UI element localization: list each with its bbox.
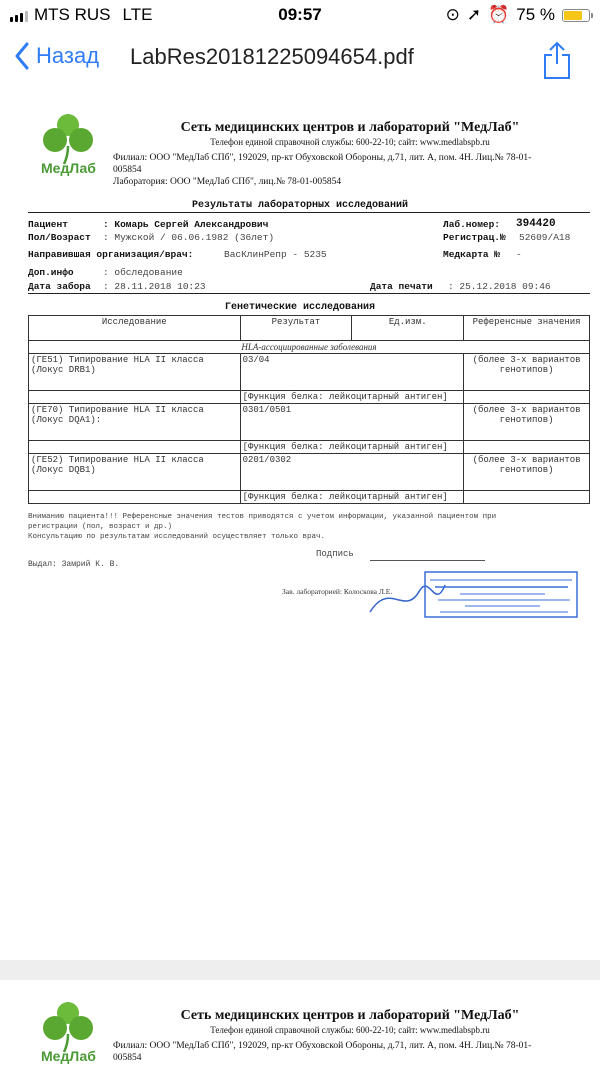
sample-date-label: Дата забора xyxy=(28,281,91,292)
battery-icon xyxy=(562,9,590,22)
pdf-page-1 xyxy=(0,92,600,960)
sexage-value: : Мужской / 06.06.1982 (36лет) xyxy=(103,232,275,243)
network-title: Сеть медицинских центров и лабораторий "МедЛаб" xyxy=(180,1008,520,1023)
referrer-label: Направившая организация/врач: xyxy=(28,249,194,260)
column-header: Ед.изм. xyxy=(352,316,464,341)
issued-by: Выдал: Замрий К. В. xyxy=(28,560,120,569)
document-title: LabRes20181225094654.pdf xyxy=(130,44,414,69)
branch-info: Филиал: ООО "МедЛаб СПб", 192029, пр-кт Обуховской Обороны, д.71, лит. А, пом. 4Н. Лиц.№ 78-01- 005854 xyxy=(113,1041,532,1063)
signature-line xyxy=(370,560,485,561)
pdf-viewer[interactable] xyxy=(0,92,600,1066)
row-note: [Функция белка: лейкоцитарный антиген] xyxy=(240,391,464,404)
pdf-page-2 xyxy=(0,980,600,1070)
result-value: 0301/0501 xyxy=(240,404,464,441)
table-row xyxy=(29,404,590,441)
network-title: Сеть медицинских центров и лабораторий "МедЛаб" xyxy=(180,120,520,135)
patient-note: Вниманию пациента!!! Референсные значения тестов приводятся с учетом информации, указанной пациентом при регистрации (пол, возраст и др.) Консультацию по результатам исследований осуществляет только врач. xyxy=(28,513,497,541)
location-icon: ➚ xyxy=(466,5,482,24)
share-icon xyxy=(542,40,572,80)
patient-label: Пациент xyxy=(28,219,68,230)
nav-bar xyxy=(0,30,600,92)
test-name: (ГЕ70) Типирование HLA II класса (Локус DQA1): xyxy=(29,404,241,441)
back-button[interactable] xyxy=(14,42,99,70)
table-row xyxy=(29,454,590,491)
reg-value: 52609/A18 xyxy=(519,232,571,243)
labnum-value: 394420 xyxy=(516,218,556,230)
head-of-lab: Зав. лабораторией: Колоскова Л.Е. xyxy=(282,587,393,596)
chevron-left-icon xyxy=(14,42,30,70)
laboratory-info: Лаборатория: ООО "МедЛаб СПб", лиц.№ 78-01-005854 xyxy=(113,177,342,187)
column-header: Референсные значения xyxy=(464,316,590,341)
referrer-value: ВасКлинРепр - 5235 xyxy=(224,249,327,260)
network-type: LTE xyxy=(122,5,153,24)
reference-value: (более 3-х вариантов генотипов) xyxy=(464,354,590,391)
results-table xyxy=(28,315,590,504)
alarm-icon: ⏰ xyxy=(488,5,510,24)
branch-info: Филиал: ООО "МедЛаб СПб", 192029, пр-кт Обуховской Обороны, д.71, лит. А, пом. 4Н. Лиц.№ 78-01- 005854 xyxy=(113,153,532,175)
status-bar xyxy=(0,0,600,30)
genetic-title: Генетические исследования xyxy=(224,302,376,313)
reg-label: Регистрац.№ xyxy=(443,232,506,243)
stamp-icon xyxy=(360,570,580,620)
sample-date-value: : 28.11.2018 10:23 xyxy=(103,281,206,292)
column-header: Исследование xyxy=(29,316,241,341)
share-button[interactable] xyxy=(542,40,572,85)
addinfo-label: Доп.инфо xyxy=(28,267,74,278)
table-subheader: HLA-ассоциированные заболевания xyxy=(29,341,590,354)
result-value: 0201/0302 xyxy=(240,454,464,491)
divider xyxy=(28,212,590,213)
patient-value: : Комарь Сергей Александрович xyxy=(103,219,269,230)
result-value: 03/04 xyxy=(240,354,464,391)
signature-label: Подпись xyxy=(316,549,354,559)
medcard-value: - xyxy=(516,249,522,260)
logo-text: МедЛаб xyxy=(41,1048,96,1064)
hotline: Телефон единой справочной службы: 600-22-10; сайт: www.medlabspb.ru xyxy=(210,1025,490,1035)
carrier: MTS RUS xyxy=(34,5,111,24)
clock: 09:57 xyxy=(278,5,322,24)
addinfo-value: : обследование xyxy=(103,267,183,278)
sexage-label: Пол/Возраст xyxy=(28,232,91,243)
logo-text: МедЛаб xyxy=(41,160,96,176)
hotline: Телефон единой справочной службы: 600-22-10; сайт: www.medlabspb.ru xyxy=(210,137,490,147)
medcard-label: Медкарта № xyxy=(443,249,501,260)
row-note: [Функция белка: лейкоцитарный антиген] xyxy=(240,491,464,504)
labnum-label: Лаб.номер: xyxy=(443,219,501,230)
battery-percent: 75 % xyxy=(516,5,555,24)
back-label: Назад xyxy=(36,43,100,68)
test-name: (ГЕ51) Типирование HLA II класса (Локус DRB1) xyxy=(29,354,241,391)
results-title: Результаты лабораторных исследований xyxy=(191,200,409,211)
letterhead xyxy=(0,92,600,192)
column-header: Результат xyxy=(240,316,352,341)
print-date-value: : 25.12.2018 09:46 xyxy=(448,281,551,292)
table-header xyxy=(29,316,590,341)
reference-value: (более 3-х вариантов генотипов) xyxy=(464,454,590,491)
print-date-label: Дата печати xyxy=(370,281,433,292)
row-note: [Функция белка: лейкоцитарный антиген] xyxy=(240,441,464,454)
reference-value: (более 3-х вариантов генотипов) xyxy=(464,404,590,441)
test-name: (ГЕ52) Типирование HLA II класса (Локус DQB1) xyxy=(29,454,241,491)
rotation-lock-icon: ⊙ xyxy=(445,5,460,24)
table-row xyxy=(29,354,590,391)
divider xyxy=(28,293,590,294)
